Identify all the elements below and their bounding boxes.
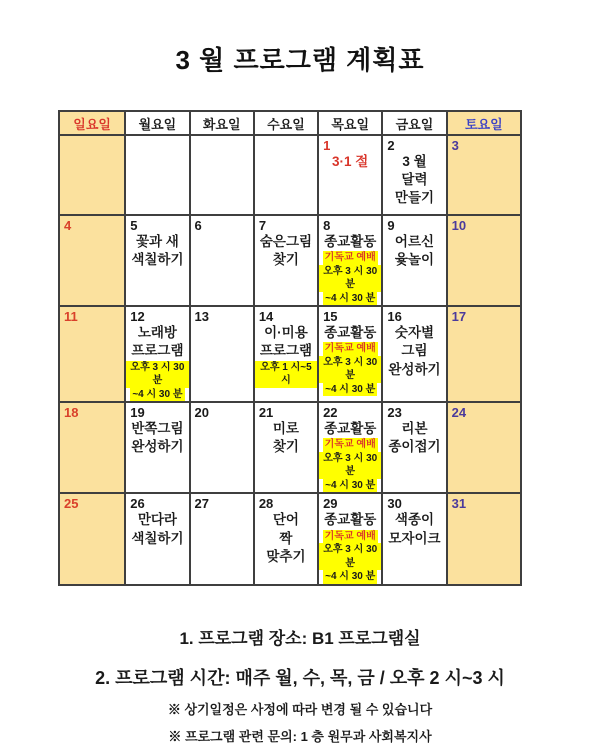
cell-text: 색칠하기 bbox=[131, 530, 184, 546]
cell-text: 모자이크 bbox=[388, 530, 441, 546]
calendar-cell-23 bbox=[382, 402, 446, 493]
footer-location: 1. 프로그램 장소: B1 프로그램실 bbox=[179, 628, 421, 648]
day-number bbox=[191, 136, 253, 138]
cell-text: 기독교 예배 bbox=[324, 439, 376, 451]
calendar-cell-30 bbox=[382, 493, 446, 584]
cell-text: 색종이 bbox=[394, 512, 435, 528]
calendar-cell-9 bbox=[382, 215, 446, 306]
day-number: 23 bbox=[387, 405, 402, 421]
day-number: 4 bbox=[64, 218, 72, 233]
day-number: 27 bbox=[194, 496, 210, 512]
page-title: 3 월 프로그램 계획표 bbox=[175, 45, 425, 75]
day-number: 18 bbox=[64, 405, 79, 421]
calendar-cell-17 bbox=[447, 306, 521, 402]
cell-text: 그림 bbox=[401, 343, 428, 359]
cell-text: 찾기 bbox=[272, 252, 299, 268]
cell-text: 어르신 bbox=[394, 234, 435, 249]
day-number: 3 bbox=[451, 138, 459, 153]
day-number: 9 bbox=[387, 218, 395, 233]
cell-text: ~4 시 30 분 bbox=[325, 479, 376, 491]
day-header-friday: 금요일 bbox=[382, 111, 446, 135]
calendar-cell-7 bbox=[254, 215, 318, 306]
cell-text: 짝 bbox=[279, 530, 293, 546]
day-number: 30 bbox=[387, 496, 402, 512]
day-number: 28 bbox=[258, 496, 274, 512]
cell-text: ~4 시 30 분 bbox=[325, 383, 376, 395]
day-number: 12 bbox=[130, 309, 145, 325]
calendar-cell-5 bbox=[125, 215, 189, 306]
cell-text: 완성하기 bbox=[131, 439, 184, 455]
day-number: 29 bbox=[323, 496, 338, 512]
cell-text: 꽃과 새 bbox=[135, 234, 179, 249]
day-number: 31 bbox=[451, 496, 467, 512]
calendar-cell-16 bbox=[382, 306, 446, 402]
cell-text: 기독교 예배 bbox=[324, 530, 376, 542]
cell-text: 숫자별 bbox=[394, 325, 435, 341]
cell-text: 오후 1 시~5 시 bbox=[255, 361, 317, 388]
day-number bbox=[60, 136, 124, 138]
calendar-cell-empty bbox=[254, 135, 318, 215]
cell-text: 종교활동 bbox=[324, 234, 377, 249]
cell-text: ~4 시 30 분 bbox=[325, 571, 376, 583]
cell-text: ~4 시 30 분 bbox=[325, 292, 376, 304]
footer-time: 2. 프로그램 시간: 매주 월, 수, 목, 금 / 오후 2 시~3 시 bbox=[95, 667, 505, 688]
day-number: 13 bbox=[194, 309, 210, 325]
calendar-cell-14 bbox=[254, 306, 318, 402]
calendar-header-row bbox=[59, 111, 521, 135]
cell-text: 이·미용 bbox=[264, 325, 308, 341]
calendar-cell-13 bbox=[190, 306, 254, 402]
day-number: 6 bbox=[194, 218, 202, 233]
day-header-tuesday: 화요일 bbox=[190, 111, 254, 135]
day-number: 7 bbox=[258, 218, 267, 233]
calendar-cell-28 bbox=[254, 493, 318, 584]
calendar-cell-11 bbox=[59, 306, 125, 402]
day-number: 10 bbox=[451, 218, 467, 233]
day-number: 14 bbox=[258, 309, 274, 325]
calendar-cell-27 bbox=[190, 493, 254, 584]
calendar-cell-31 bbox=[447, 493, 521, 584]
day-number: 17 bbox=[451, 309, 467, 325]
calendar-cell-empty bbox=[125, 135, 189, 215]
cell-text: 오후 3 시 30 분 bbox=[319, 452, 381, 479]
calendar-week-row bbox=[59, 306, 521, 402]
calendar-cell-15 bbox=[318, 306, 382, 402]
calendar-cell-8 bbox=[318, 215, 382, 306]
cell-text: 오후 3 시 30 분 bbox=[319, 265, 381, 292]
calendar-cell-1 bbox=[318, 135, 382, 215]
day-number: 21 bbox=[258, 405, 274, 421]
day-number: 26 bbox=[130, 496, 145, 512]
day-number: 19 bbox=[130, 405, 145, 421]
day-header-monday: 월요일 bbox=[125, 111, 189, 135]
program-calendar bbox=[58, 110, 522, 586]
day-number bbox=[255, 136, 317, 138]
calendar-cell-22 bbox=[318, 402, 382, 493]
calendar-cell-10 bbox=[447, 215, 521, 306]
calendar-cell-26 bbox=[125, 493, 189, 584]
calendar-cell-2 bbox=[382, 135, 446, 215]
cell-text: 프로그램 bbox=[259, 343, 313, 359]
cell-text: 찾기 bbox=[272, 439, 299, 455]
calendar-cell-3 bbox=[447, 135, 521, 215]
day-number: 20 bbox=[194, 405, 210, 421]
day-header-thursday: 목요일 bbox=[318, 111, 382, 135]
day-number: 11 bbox=[64, 309, 78, 325]
footer-note-change: ※ 상기일정은 사정에 따라 변경 될 수 있습니다 bbox=[167, 701, 433, 717]
cell-text: 윷놀이 bbox=[394, 252, 435, 268]
cell-text: 리본 bbox=[401, 421, 428, 437]
day-header-saturday: 토요일 bbox=[447, 111, 521, 135]
cell-text: 만다라 bbox=[137, 512, 177, 528]
calendar-cell-4 bbox=[59, 215, 125, 306]
day-number: 15 bbox=[323, 309, 338, 325]
calendar-cell-19 bbox=[125, 402, 189, 493]
calendar-week-row bbox=[59, 493, 521, 584]
day-number: 1 bbox=[323, 138, 331, 153]
calendar-cell-empty bbox=[59, 135, 125, 215]
day-number: 2 bbox=[387, 138, 395, 153]
day-number: 25 bbox=[64, 496, 79, 512]
day-number: 16 bbox=[387, 309, 402, 325]
cell-text: 오후 3 시 30 분 bbox=[319, 356, 381, 383]
cell-text: 달력 bbox=[401, 172, 428, 188]
day-header-sunday: 일요일 bbox=[59, 111, 125, 135]
footer-note-contact: ※ 프로그램 관련 문의: 1 층 원무과 사회복지사 bbox=[168, 728, 432, 744]
day-number: 8 bbox=[323, 218, 331, 233]
day-number bbox=[126, 136, 188, 138]
day-number: 24 bbox=[451, 405, 467, 421]
cell-text: 오후 3 시 30분 bbox=[126, 361, 188, 388]
calendar-cell-12 bbox=[125, 306, 189, 402]
cell-text: 종교활동 bbox=[324, 325, 377, 341]
footer-notes bbox=[0, 624, 600, 745]
cell-text: 반쪽그림 bbox=[131, 421, 184, 437]
cell-text: 프로그램 bbox=[131, 343, 184, 359]
cell-text: 종교활동 bbox=[324, 421, 377, 437]
calendar-body bbox=[59, 135, 521, 585]
calendar-cell-21 bbox=[254, 402, 318, 493]
cell-text: 단어 bbox=[272, 512, 299, 528]
calendar-cell-20 bbox=[190, 402, 254, 493]
cell-text: 맞추기 bbox=[266, 548, 306, 564]
cell-text: 3·1 절 bbox=[332, 154, 369, 169]
cell-text: 3 월 bbox=[402, 154, 427, 169]
day-number: 5 bbox=[130, 218, 138, 233]
cell-text: 종교활동 bbox=[324, 512, 377, 528]
calendar-cell-6 bbox=[190, 215, 254, 306]
cell-text: 완성하기 bbox=[388, 361, 441, 377]
calendar-cell-18 bbox=[59, 402, 125, 493]
cell-text: ~4 시 30 분 bbox=[132, 388, 183, 400]
cell-text: 기독교 예배 bbox=[324, 343, 376, 355]
day-number: 22 bbox=[323, 405, 338, 421]
cell-text: 미로 bbox=[272, 421, 299, 437]
cell-text: 색칠하기 bbox=[131, 252, 184, 268]
cell-text: 기독교 예배 bbox=[324, 252, 376, 264]
calendar-cell-25 bbox=[59, 493, 125, 584]
calendar-cell-29 bbox=[318, 493, 382, 584]
cell-text: 숨은그림 bbox=[259, 234, 313, 249]
calendar-week-row bbox=[59, 215, 521, 306]
cell-text: 노래방 bbox=[137, 325, 177, 341]
calendar-cell-empty bbox=[190, 135, 254, 215]
calendar-cell-24 bbox=[447, 402, 521, 493]
calendar-week-row bbox=[59, 135, 521, 215]
cell-text: 만들기 bbox=[394, 190, 435, 206]
day-header-wednesday: 수요일 bbox=[254, 111, 318, 135]
cell-text: 종이접기 bbox=[388, 439, 441, 455]
calendar-week-row bbox=[59, 402, 521, 493]
cell-text: 오후 3 시 30 분 bbox=[319, 543, 381, 570]
